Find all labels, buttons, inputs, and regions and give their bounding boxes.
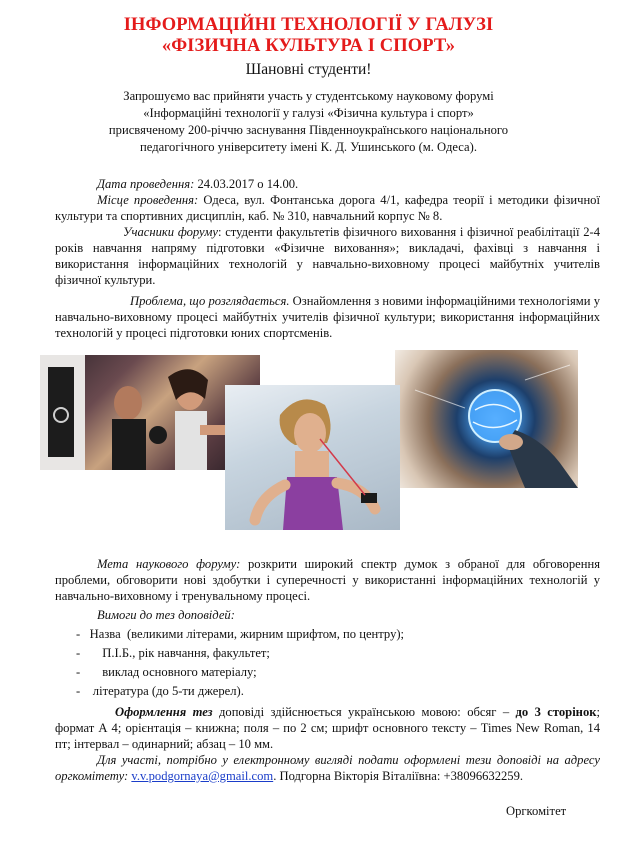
invitation-line-4: педагогічного університету імені К. Д. Ушинського (м. Одеса). — [140, 140, 477, 154]
participation-text: Для участі, потрібно у електронному вигляді подати оформлені тези доповіді на адресу оргкомітету: — [55, 753, 600, 783]
invitation-line-3: присвяченому 200-річчю заснування Південноукраїнського національного — [108, 123, 509, 137]
date-paragraph — [55, 176, 600, 192]
formatting-text-2: ; формат А 4; орієнтація – книжна; поля – по 2 см; шрифт основного тексту – Times New Roman, 14 пт; інтервал – одинарний; абзац – 10 мм. — [55, 705, 600, 751]
signature: Оргкомітет — [506, 804, 567, 818]
greeting: Шановні студенти! — [245, 61, 372, 78]
participants-paragraph — [55, 224, 600, 288]
problem-label: Проблема, що розглядається. — [130, 294, 290, 308]
formatting-label: Оформлення тез — [115, 705, 213, 719]
goal-paragraph — [55, 556, 600, 604]
requirement-item-1: - Назва (великими літерами, жирним шрифтом, по центру); — [76, 627, 405, 641]
formatting-text-1: доповіді здійснюється українською мовою: обсяг – — [212, 705, 510, 719]
problem-paragraph — [55, 293, 600, 341]
goal-label: Мета наукового форуму: — [97, 557, 241, 571]
place-paragraph — [55, 192, 600, 224]
email-link[interactable]: v.v.podgornaya@gmail.com — [131, 769, 274, 783]
participants-label: Учасники форуму — [123, 225, 218, 239]
place-label: Місце проведення: — [97, 193, 199, 207]
participation-paragraph — [55, 752, 600, 784]
date-value: 24.03.2017 о 14.00. — [194, 177, 299, 191]
requirement-item-4: - література (до 5-ти джерел). — [76, 684, 244, 698]
invitation-line-2: «Інформаційні технології у галузі «Фізична культура і спорт» — [143, 106, 474, 120]
formatting-paragraph — [55, 704, 600, 752]
title-line-1: ІНФОРМАЦІЙНІ ТЕХНОЛОГІЇ У ГАЛУЗІ — [123, 15, 494, 35]
date-label: Дата проведення: — [97, 177, 195, 191]
problem-value: Ознайомлення з новими інформаційними технологіями у навчально-виховному процесі майбутніх учителів фізичної культури; використання інформаційних технологій у процесі підготовки юних спортсменів. — [55, 294, 600, 340]
requirements-label: Вимоги до тез доповідей: — [97, 608, 235, 622]
requirement-item-2: - П.І.Б., рік навчання, факультет; — [76, 646, 270, 660]
goal-value: розкрити широкий спектр думок з обраної для обговорення проблеми, обговорити нові здобутки і суперечності у використанні інформаційних технологій у навчально-виховному і тренувальному процесі. — [55, 557, 600, 603]
digital-globe-image — [395, 350, 578, 488]
requirement-item-3: - виклад основного матеріалу; — [76, 665, 257, 679]
formatting-bold-pages: до 3 сторінок — [509, 705, 597, 719]
contact-text: . Подгорна Вікторія Віталіївна: +38096632259. — [273, 769, 524, 783]
globe-technology-photo — [395, 350, 578, 488]
place-value: Одеса, вул. Фонтанська дорога 4/1, кафедра теорії і методики фізичної культури та спортивних дисциплін, каб. № 310, навчальний корпус № 8. — [55, 193, 600, 223]
title-line-2: «ФІЗИЧНА КУЛЬТУРА І СПОРТ» — [161, 36, 456, 56]
running-woman-image — [225, 385, 400, 530]
invitation-line-1: Запрошуємо вас прийняти участь у студентському науковому форумі — [123, 89, 494, 103]
runner-photo — [225, 385, 400, 530]
participants-value: : студенти факультетів фізичного виховання і фізичної реабілітації 2-4 років навчання напряму підготовки «Фізичне виховання»; викладачі, фахівці з навчання і використання інформаційних технологій у навчально-виховному процесі майбутніх учителів фізичної культури. — [55, 225, 600, 287]
